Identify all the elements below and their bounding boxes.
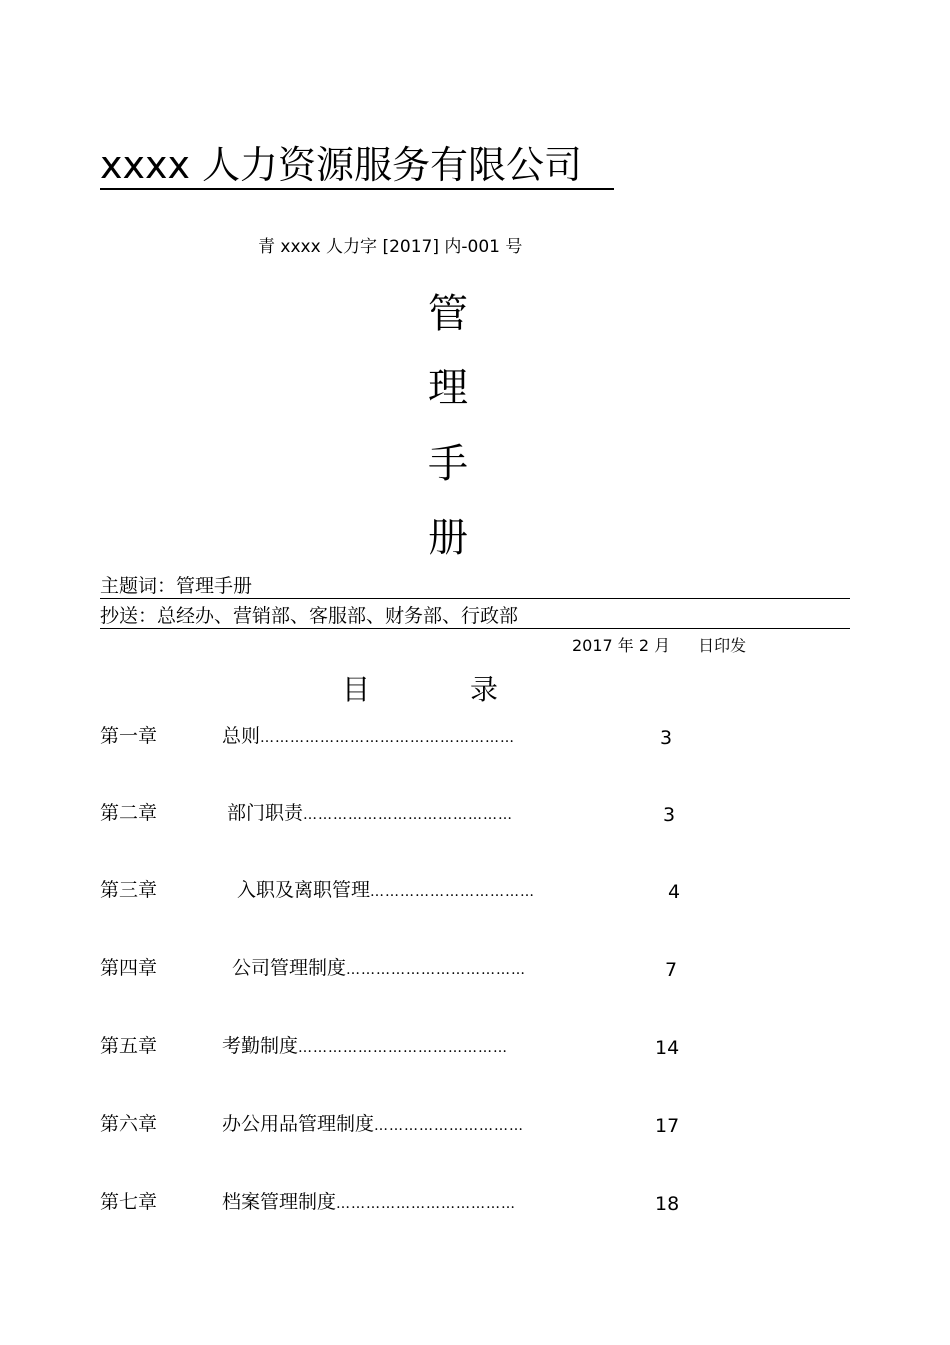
- toc-page-number: 3: [660, 727, 673, 749]
- toc-page-number: 14: [655, 1037, 680, 1059]
- toc-title-right: 录: [470, 673, 499, 706]
- company-title: xxxx 人力资源服务有限公司: [100, 142, 614, 190]
- toc-page-number: 3: [663, 804, 676, 826]
- toc-entry-name[interactable]: 公司管理制度………………………………: [232, 957, 527, 979]
- document-number: 青 xxxx 人力字 [2017] 内-001 号: [258, 237, 523, 257]
- cc-line: 抄送：总经办、营销部、客服部、财务部、行政部: [100, 604, 850, 629]
- title-char-3: 手: [428, 441, 468, 487]
- toc-leader-dots: ………………………………: [336, 1196, 517, 1212]
- title-char-1: 管: [428, 291, 468, 337]
- toc-page-number: 18: [655, 1193, 680, 1215]
- toc-leader-dots: …………………………: [374, 1118, 525, 1134]
- toc-page-number: 4: [668, 881, 681, 903]
- toc-entry-name[interactable]: 总则……………………………………………: [222, 725, 516, 747]
- toc-chapter-label: 第六章: [100, 1113, 158, 1135]
- toc-entry-name[interactable]: 考勤制度……………………………………: [222, 1035, 509, 1057]
- toc-leader-dots: ……………………………: [370, 884, 536, 900]
- print-date-suffix: 日印发: [698, 636, 747, 655]
- toc-chapter-label: 第四章: [100, 957, 158, 979]
- toc-title-left: 目: [342, 673, 371, 706]
- toc-chapter-label: 第二章: [100, 802, 158, 824]
- print-date: [572, 636, 746, 656]
- toc-entry-name[interactable]: 档案管理制度………………………………: [222, 1191, 517, 1213]
- toc-entry-name[interactable]: 办公用品管理制度…………………………: [222, 1113, 525, 1135]
- toc-title: [342, 672, 498, 708]
- toc-entry-name[interactable]: 部门职责……………………………………: [227, 802, 514, 824]
- toc-chapter-label: 第三章: [100, 879, 158, 901]
- toc-chapter-label: 第七章: [100, 1191, 158, 1213]
- toc-leader-dots: ………………………………: [346, 962, 527, 978]
- title-char-2: 理: [428, 365, 468, 411]
- print-date-value: 2017 年 2 月: [572, 636, 671, 655]
- toc-leader-dots: ……………………………………………: [260, 730, 516, 746]
- keywords-line: 主题词：管理手册: [100, 574, 850, 599]
- toc-page-number: 17: [655, 1115, 680, 1137]
- toc-chapter-label: 第五章: [100, 1035, 158, 1057]
- toc-leader-dots: ……………………………………: [298, 1040, 509, 1056]
- title-char-4: 册: [428, 515, 468, 561]
- toc-page-number: 7: [665, 959, 678, 981]
- toc-chapter-label: 第一章: [100, 725, 158, 747]
- toc-entry-name[interactable]: 入职及离职管理……………………………: [237, 879, 536, 901]
- toc-leader-dots: ……………………………………: [303, 807, 514, 823]
